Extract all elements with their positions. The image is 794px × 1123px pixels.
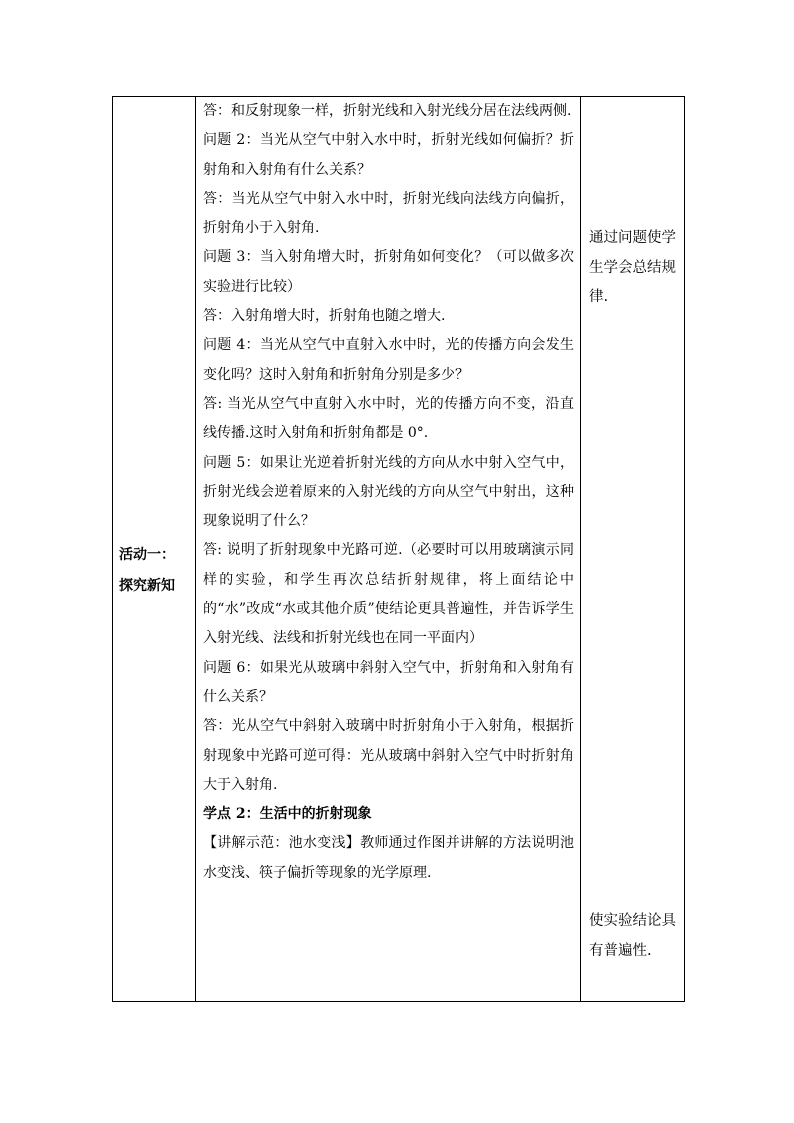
section-heading: 学点 2：生活中的折射现象 (203, 806, 372, 823)
question-3: 问题 3：当入射角增大时，折射角如何变化？（可以做多次实验进行比较） (203, 249, 574, 295)
lesson-plan-table (112, 96, 685, 1002)
content-body (196, 97, 580, 888)
answer-1: 答：和反射现象一样，折射光线和入射光线分居在法线两侧. (203, 103, 572, 119)
answer-3: 答：入射角增大时，折射角也随之增大. (203, 308, 446, 325)
activity-label: 活动一： 探究新知 (119, 547, 175, 594)
content-cell (196, 97, 581, 1002)
question-5: 问题 5：如果让光逆着折射光线的方向从水中射入空气中，折射光线会逆着原来的入射光线的方向从空气中射出，这种现象说明了什么？ (203, 454, 574, 530)
question-6: 问题 6：如果光从玻璃中斜射入空气中，折射角和入射角有什么关系？ (203, 659, 574, 705)
design-note-2: 使实验结论具有普遍性. (589, 913, 676, 959)
question-4: 问题 4：当光从空气中直射入水中时，光的传播方向会发生变化吗？这时入射角和折射角分别是多少？ (203, 337, 574, 383)
design-note-1: 通过问题使学生学会总结规律. (589, 230, 676, 305)
demo-paragraph: 【讲解示范：池水变浅】教师通过作图并讲解的方法说明池水变浅、筷子偏折等现象的光学原理. (203, 835, 574, 881)
question-2: 问题 2：当光从空气中射入水中时，折射光线如何偏折？折射角和入射角有什么关系？ (203, 132, 574, 178)
notes-cell (581, 97, 685, 1002)
answer-4: 答: 当光从空气中直射入水中时，光的传播方向不变，沿直线传播.这时入射角和折射角都是 0°. (203, 395, 574, 442)
activity-cell (113, 97, 196, 1002)
answer-5: 答: 说明了折射现象中光路可逆.（必要时可以用玻璃演示同样的实验，和学生再次总结折射规律，将上面结论中的“水”改成“水或其他介质”使结论更具普遍性，并告诉学生入射光线、法线和折射光线也在同一平面内） (203, 542, 574, 647)
answer-6: 答：光从空气中斜射入玻璃中时折射角小于入射角，根据折射现象中光路可逆可得：光从玻璃中斜射入空气中时折射角大于入射角. (203, 718, 574, 793)
answer-2: 答：当光从空气中射入水中时，折射光线向法线方向偏折，折射角小于入射角. (203, 190, 574, 237)
table-row (113, 97, 685, 1002)
